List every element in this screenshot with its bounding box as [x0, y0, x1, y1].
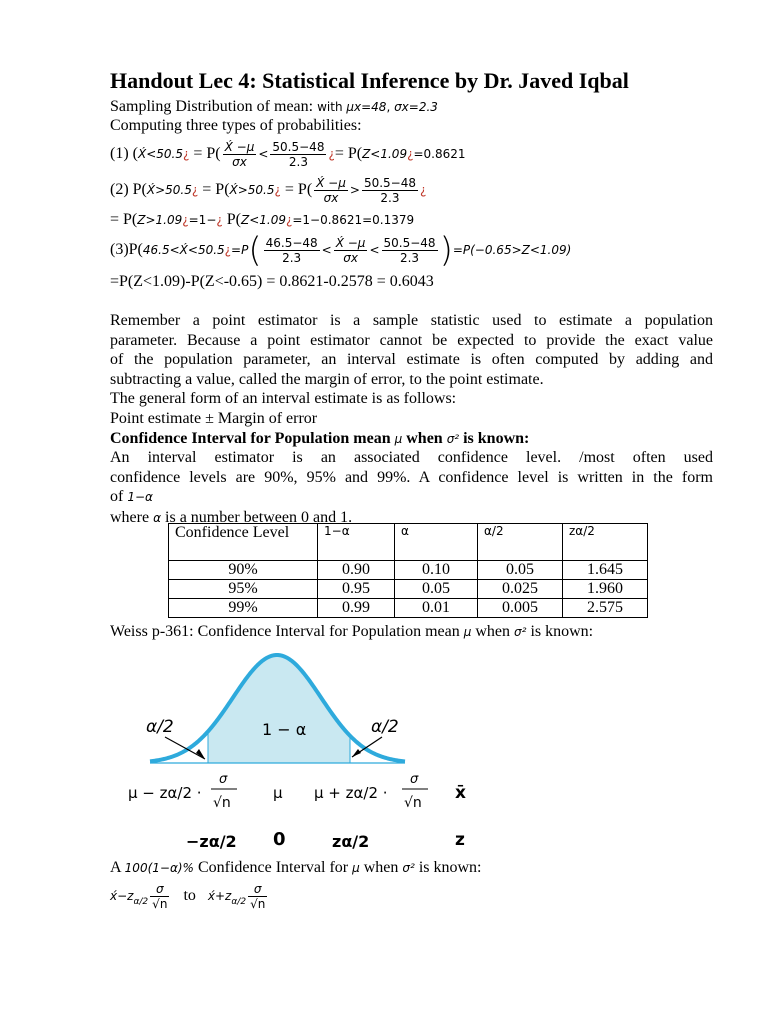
p1-expr1: X́<50.5	[137, 147, 183, 161]
probability-1	[110, 139, 466, 169]
para2-l4c: is a number between 0 and 1.	[161, 508, 353, 526]
weiss-a: Weiss p-361: Confidence Interval for Population mean	[110, 623, 464, 640]
para2-l4b: α	[153, 510, 162, 525]
table-cell: 0.10	[395, 561, 478, 580]
p1-expr2: Z<1.09	[362, 147, 408, 161]
sampling-text: Sampling Distribution of mean:	[110, 98, 318, 115]
probability-2b	[110, 210, 414, 230]
p2-expr2: X́>50.5	[229, 183, 275, 197]
p3-f1-den: 2.3	[282, 250, 302, 265]
weiss-sigma2: σ²	[514, 625, 527, 639]
p2b-lead: = P(	[110, 211, 138, 228]
p1-result: =0.8621	[413, 147, 466, 161]
z-left-label: −zα/2	[186, 832, 237, 851]
table-cell: 0.95	[318, 580, 395, 599]
p3-expr1: 46.5<X́<50.5	[142, 243, 225, 257]
p3-f3-num: 50.5−48	[383, 235, 436, 250]
table-cell: 1.960	[563, 580, 648, 599]
p2-inv3: ¿	[419, 183, 427, 197]
alpha-half-right-label: α/2	[371, 717, 399, 737]
p2b-expr1: Z>1.09	[137, 213, 183, 227]
formula-right: x́+z	[207, 889, 232, 903]
p1-eq: = P(	[189, 145, 221, 162]
table-row	[169, 599, 648, 618]
table-cell: 2.575	[563, 599, 648, 618]
final-a: A	[110, 859, 125, 876]
ci-heading-c: is known:	[459, 430, 530, 447]
table-header-cell: α	[395, 524, 478, 561]
p3-frac1	[264, 236, 320, 265]
p2b-pz: P(	[222, 211, 241, 228]
weiss-mu: μ	[463, 625, 472, 639]
p2-inv1: ¿	[191, 183, 199, 197]
table-header-cell: 1−α	[318, 524, 395, 561]
p2b-inv2: ¿	[216, 213, 223, 227]
paragraph-interval-estimate	[110, 311, 713, 428]
x-right-label: μ + zα/2 ·	[314, 784, 388, 802]
sqrtn-right: √n	[404, 795, 422, 811]
p2-frac2-den: 2.3	[380, 190, 400, 205]
p1-frac1-den: σx	[232, 154, 247, 169]
p2-eq2: = P(	[280, 181, 313, 198]
para2-line1: An interval estimator is an associated confidence level. /most often used	[110, 449, 713, 466]
page-title: Handout Lec 4: Statistical Inference by Dr. Javed Iqbal	[110, 68, 629, 93]
para1-line6: Point estimate ± Margin of error	[110, 409, 318, 427]
formula-to: to	[183, 887, 196, 904]
p3-lead: (3)P(	[110, 241, 143, 258]
formula-left: x́−z	[110, 889, 134, 903]
p2-frac1-num: X́ −μ	[316, 175, 346, 190]
sampling-mu: μx=48	[346, 100, 387, 114]
p3-frac2	[334, 236, 368, 265]
normal-curve-figure	[0, 645, 768, 855]
z-right-label: zα/2	[332, 832, 370, 851]
para2-line2: confidence levels are 90%, 95% and 99%. A confidence level is written in the form	[110, 468, 713, 486]
sampling-sigma: σx=2.3	[394, 100, 438, 114]
right-arrow-head	[352, 749, 361, 757]
table-cell: 1.645	[563, 561, 648, 580]
formula-left-num: σ	[150, 882, 169, 897]
para2-l4a: where	[110, 508, 154, 526]
p2b-result: =1−0.8621=0.1379	[292, 213, 415, 227]
table-row	[169, 561, 648, 580]
final-statement	[110, 858, 482, 878]
p3-tail: =P(−0.65>Z<1.09)	[452, 243, 572, 257]
para2-l3a: of	[110, 488, 128, 505]
final-mu: μ	[352, 861, 360, 875]
table-cell: 0.90	[318, 561, 395, 580]
table-header-cell: α/2	[478, 524, 563, 561]
p1-inv2: ¿	[328, 147, 335, 161]
weiss-c: is known:	[526, 623, 594, 640]
x-left-label: μ − zα/2 ·	[128, 784, 202, 802]
final-expr: 100(1−α)%	[124, 861, 194, 875]
weiss-line	[110, 622, 593, 642]
formula-right-num: σ	[248, 882, 267, 897]
p3-f2-den: σx	[343, 250, 358, 265]
sampling-line: Sampling Distribution of mean: with μx=48, σx=2.3	[110, 98, 438, 115]
formula-right-frac	[248, 882, 267, 911]
ci-heading	[110, 429, 529, 449]
z-axis-label: z	[455, 830, 465, 850]
p3-frac3	[382, 236, 438, 265]
final-c: when	[359, 859, 403, 876]
xbar-label: x̄	[455, 783, 466, 803]
table-cell: 95%	[169, 580, 318, 599]
p1-frac1	[223, 140, 257, 169]
p2b-expr2: Z<1.09	[240, 213, 286, 227]
formula-left-den: √n	[152, 896, 168, 911]
ci-heading-sigma2: σ²	[446, 432, 460, 446]
table-cell: 0.005	[478, 599, 563, 618]
p2-frac2	[362, 176, 418, 205]
p2-gt: >	[349, 183, 360, 197]
p2-eq: = P(	[198, 181, 230, 198]
p2-frac1	[314, 176, 348, 205]
p1-inv3: ¿	[407, 147, 414, 161]
para1-line2: parameter. Because a point estimator cannot be expected to provide the exact value	[110, 331, 713, 349]
table-cell: 0.99	[318, 599, 395, 618]
p2-inv2: ¿	[274, 183, 281, 197]
table-cell: 0.05	[478, 561, 563, 580]
sqrtn-left: √n	[213, 795, 231, 811]
para2-line3	[110, 487, 713, 508]
p1-frac1-num: X́ −μ	[224, 139, 255, 154]
table-header-row	[169, 524, 648, 561]
sigma-right: σ	[410, 772, 419, 787]
p2-frac2-num: 50.5−48	[363, 175, 416, 190]
para1-line5: The general form of an interval estimate is as follows:	[110, 390, 457, 407]
p2-expr1: X́>50.5	[146, 183, 192, 197]
p1-inv: ¿	[182, 147, 190, 161]
table-header-cell: zα/2	[563, 524, 648, 561]
ci-heading-a: Confidence Interval for Population mean	[110, 430, 395, 447]
p1-frac2-den: 2.3	[288, 154, 308, 169]
weiss-b: when	[471, 623, 515, 640]
sigma-left: σ	[219, 772, 228, 787]
table-cell: 90%	[169, 561, 318, 580]
table-cell: 99%	[169, 599, 318, 618]
formula-right-den: √n	[250, 896, 266, 911]
probability-2	[110, 175, 426, 205]
p3-f2-num: X́ −μ	[335, 235, 366, 250]
x-mid-label: μ	[273, 784, 283, 802]
p1-eq2: = P(	[334, 145, 363, 162]
p2b-mid: =1−	[188, 213, 217, 227]
interval-formula	[110, 879, 269, 919]
para2-l3b: 1−α	[127, 490, 153, 504]
confidence-table	[168, 523, 648, 618]
p2-lead: (2) P(	[110, 181, 147, 198]
para1-line4: subtracting a value, called the margin of error, to the point estimate.	[110, 370, 544, 388]
table-cell: 0.05	[395, 580, 478, 599]
formula-left-sub: α/2	[133, 897, 149, 908]
p2-frac1-den: σx	[323, 190, 339, 205]
formula-right-sub: α/2	[231, 897, 247, 908]
p1-lead: (1) (	[110, 145, 138, 162]
table-cell: 0.01	[395, 599, 478, 618]
p2b-inv1: ¿	[182, 213, 189, 227]
formula-left-frac	[150, 882, 169, 911]
p1-lt: <	[258, 147, 269, 161]
z-mid-label: 0	[273, 829, 286, 850]
final-d: is known:	[414, 859, 482, 876]
paragraph-confidence-level	[110, 448, 713, 528]
p1-frac2	[270, 140, 326, 169]
sampling-with: with	[317, 100, 347, 114]
table-row	[169, 580, 648, 599]
center-label: 1 − α	[262, 720, 307, 739]
left-arrow-head	[196, 749, 205, 759]
p1-frac2-num: 50.5−48	[272, 139, 325, 154]
alpha-half-left-label: α/2	[146, 717, 174, 737]
final-b: Confidence Interval for	[193, 859, 353, 876]
table-cell: 0.025	[478, 580, 563, 599]
p3-f1-num: 46.5−48	[265, 235, 318, 250]
para1-line1: Remember a point estimator is a sample statistic used to estimate a population	[110, 312, 713, 329]
p3-inv: ¿	[224, 243, 232, 257]
para1-line3: of the population parameter, an interval estimate is often computed by adding and	[110, 351, 713, 368]
table-header-cell: Confidence Level	[169, 524, 318, 561]
probability-3: (3)P(46.5<X́<50.5¿=P( $\frac{46.5-48}{2.3}$ < $\frac{X́ -\mu}{\sigma x}$ < $\frac{50.5-48}{2.3}$ )=P(−0.65>Z<1.09)	[110, 230, 572, 271]
probability-3b: =P(Z<1.09)-P(Z<-0.65) = 0.8621-0.2578 = 0.6043	[110, 273, 434, 290]
ci-heading-mu: μ	[394, 432, 403, 446]
p3-f3-den: 2.3	[399, 250, 420, 265]
computing-line: Computing three types of probabilities:	[110, 117, 362, 134]
ci-heading-b: when	[402, 430, 447, 447]
p2b-inv3: ¿	[285, 213, 293, 227]
p3-eqp: =P	[231, 243, 249, 257]
final-sigma2: σ²	[402, 861, 415, 875]
